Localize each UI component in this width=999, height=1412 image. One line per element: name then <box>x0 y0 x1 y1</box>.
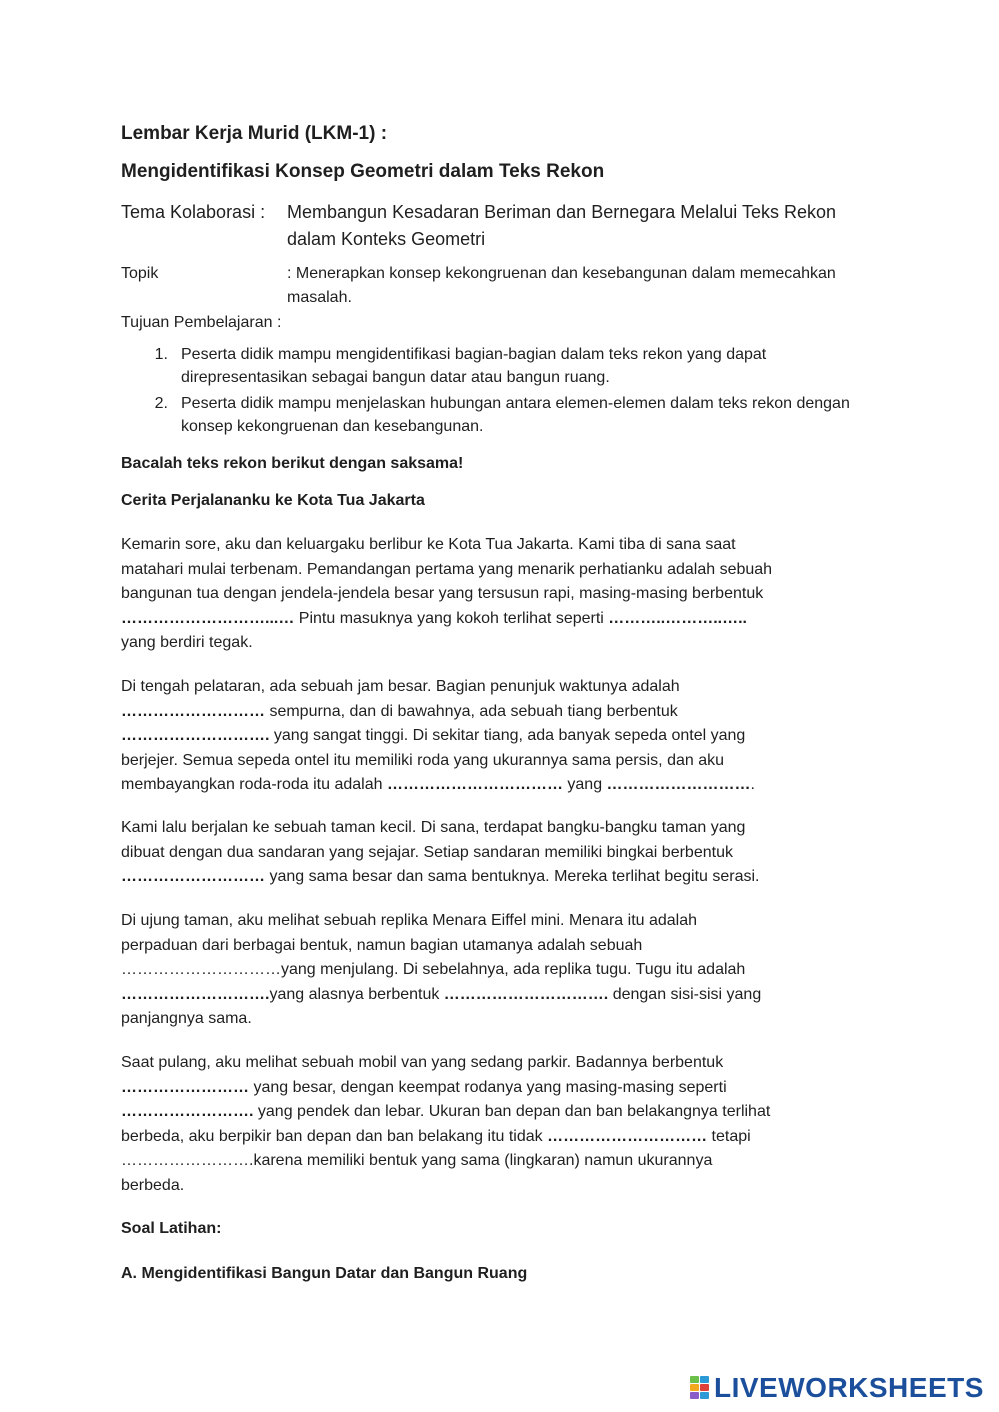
topik-row <box>121 262 881 310</box>
paragraph-4 <box>121 909 886 1032</box>
list-item <box>121 343 881 389</box>
list-text: Peserta didik mampu mengidentifikasi bagian-bagian dalam teks rekon yang dapat direpresentasikan sebagai bangun datar atau bangun ruang. <box>181 346 767 386</box>
text-line <box>121 983 886 1008</box>
topik-value: : Menerapkan konsep kekongruenan dan kesebangunan dalam memecahkan masalah. <box>287 265 836 306</box>
text-line <box>121 865 886 890</box>
text-segment: . <box>750 776 755 793</box>
text-segment: yang <box>562 776 607 793</box>
list-number: 2. <box>154 395 168 412</box>
text-segment: yang sama besar dan sama bentuknya. Mereka terlihat begitu serasi. <box>265 868 760 885</box>
text-line: yang berdiri tegak. <box>121 634 253 651</box>
text-segment: Pintu masuknya yang kokoh terlihat seperti <box>294 609 609 627</box>
text-segment: yang menjulang. Di sebelahnya, ada replika tugu. Tugu itu adalah <box>281 961 746 978</box>
paragraph-5 <box>121 1051 886 1198</box>
paragraph-1 <box>121 533 886 656</box>
story-title: Cerita Perjalananku ke Kota Tua Jakarta <box>121 492 425 509</box>
answer-blank[interactable]: …………………………… <box>386 776 563 793</box>
answer-blank[interactable]: ………………………...… <box>121 609 295 627</box>
text-line: Saat pulang, aku melihat sebuah mobil van yang sedang parkir. Badannya berbentuk <box>121 1054 724 1071</box>
paragraph-2 <box>121 675 886 798</box>
text-segment: sempurna, dan di bawahnya, ada sebuah tiang berbentuk <box>265 702 678 720</box>
liveworksheets-mark-icon <box>690 1376 710 1400</box>
liveworksheets-wordmark: LIVEWORKSHEETS <box>714 1372 984 1403</box>
text-line <box>121 700 886 725</box>
answer-blank[interactable]: ………………………. <box>121 985 270 1003</box>
text-line: matahari mulai terbenam. Pemandangan pertama yang menarik perhatianku adalah sebuah <box>121 560 773 578</box>
tujuan-label: Tujuan Pembelajaran : <box>121 314 282 331</box>
text-line: berbeda. <box>121 1176 185 1194</box>
text-segment: karena memiliki bentuk yang sama (lingkaran) namun ukurannya <box>253 1152 713 1169</box>
worksheet-title: Lembar Kerja Murid (LKM-1) : <box>121 123 388 144</box>
text-segment: yang sangat tinggi. Di sekitar tiang, ada banyak sepeda ontel yang <box>269 727 746 744</box>
text-segment: tetapi <box>707 1127 751 1145</box>
text-segment: berbeda, aku berpikir ban depan dan ban belakang itu tidak <box>121 1127 548 1145</box>
text-line <box>121 724 886 749</box>
list-item <box>121 392 881 438</box>
text-segment: yang besar, dengan keempat rodanya yang masing-masing seperti <box>249 1078 727 1096</box>
text-line <box>121 607 886 632</box>
worksheet-subtitle: Mengidentifikasi Konsep Geometri dalam Teks Rekon <box>121 161 605 182</box>
answer-blank[interactable]: ……………………… <box>606 776 751 793</box>
soal-latihan-heading: Soal Latihan: <box>121 1220 222 1237</box>
tema-row <box>121 199 881 253</box>
answer-blank[interactable]: …………………………. <box>443 985 609 1003</box>
answer-blank[interactable]: ………………………. <box>121 727 270 744</box>
text-segment: yang pendek dan lebar. Ukuran ban depan dan ban belakangnya terlihat <box>253 1103 771 1120</box>
paragraph-3 <box>121 816 886 890</box>
section-a-heading: A. Mengidentifikasi Bangun Datar dan Bangun Ruang <box>121 1265 528 1282</box>
answer-blank[interactable]: ………..………..….. <box>608 609 747 627</box>
answer-blank[interactable]: …………………… <box>121 1078 249 1096</box>
text-line: bangunan tua dengan jendela-jendela besar yang tersusun rapi, masing-masing berbentuk <box>121 585 764 602</box>
text-line: Kami lalu berjalan ke sebuah taman kecil. Di sana, terdapat bangku-bangku taman yang <box>121 819 746 836</box>
text-line <box>121 1125 886 1150</box>
text-segment: dengan sisi-sisi yang <box>608 985 762 1003</box>
text-line: perpaduan dari berbagai bentuk, namun bagian utamanya adalah sebuah <box>121 936 643 954</box>
text-line <box>121 1076 886 1101</box>
tema-label: Tema Kolaborasi : <box>121 202 266 222</box>
liveworksheets-logo <box>690 1372 984 1404</box>
instruction: Bacalah teks rekon berikut dengan saksama! <box>121 455 464 472</box>
list-text: Peserta didik mampu menjelaskan hubungan antara elemen-elemen dalam teks rekon dengan konsep kekongruenan dan kesebangunan. <box>181 395 850 435</box>
answer-blank[interactable]: ……………………. <box>121 1152 254 1169</box>
text-segment: yang alasnya berbentuk <box>269 985 444 1003</box>
answer-blank[interactable]: ………………………… <box>121 961 281 978</box>
text-line: Di ujung taman, aku melihat sebuah replika Menara Eiffel mini. Menara itu adalah <box>121 912 698 929</box>
answer-blank[interactable]: ……………………… <box>121 702 265 720</box>
answer-blank[interactable]: ……………………. <box>121 1103 254 1120</box>
text-line: berjejer. Semua sepeda ontel itu memiliki roda yang ukurannya sama persis, dan aku <box>121 751 724 769</box>
answer-blank[interactable]: ………………………… <box>547 1127 708 1145</box>
text-line: panjangnya sama. <box>121 1010 252 1027</box>
text-line <box>121 773 886 798</box>
text-line: Kemarin sore, aku dan keluargaku berlibur ke Kota Tua Jakarta. Kami tiba di sana saat <box>121 536 736 553</box>
text-line <box>121 1149 886 1174</box>
text-segment: membayangkan roda-roda itu adalah <box>121 776 387 793</box>
text-line: Di tengah pelataran, ada sebuah jam besar. Bagian penunjuk waktunya adalah <box>121 678 680 695</box>
tujuan-list <box>121 343 881 441</box>
text-line <box>121 1100 886 1125</box>
list-number: 1. <box>154 346 168 363</box>
text-line <box>121 958 886 983</box>
topik-label: Topik <box>121 265 159 282</box>
answer-blank[interactable]: ……………………… <box>121 868 265 885</box>
text-line: dibuat dengan dua sandaran yang sejajar. Setiap sandaran memiliki bingkai berbentuk <box>121 843 733 861</box>
tema-value: Membangun Kesadaran Beriman dan Bernegara Melalui Teks Rekon dalam Konteks Geometri <box>287 202 836 249</box>
